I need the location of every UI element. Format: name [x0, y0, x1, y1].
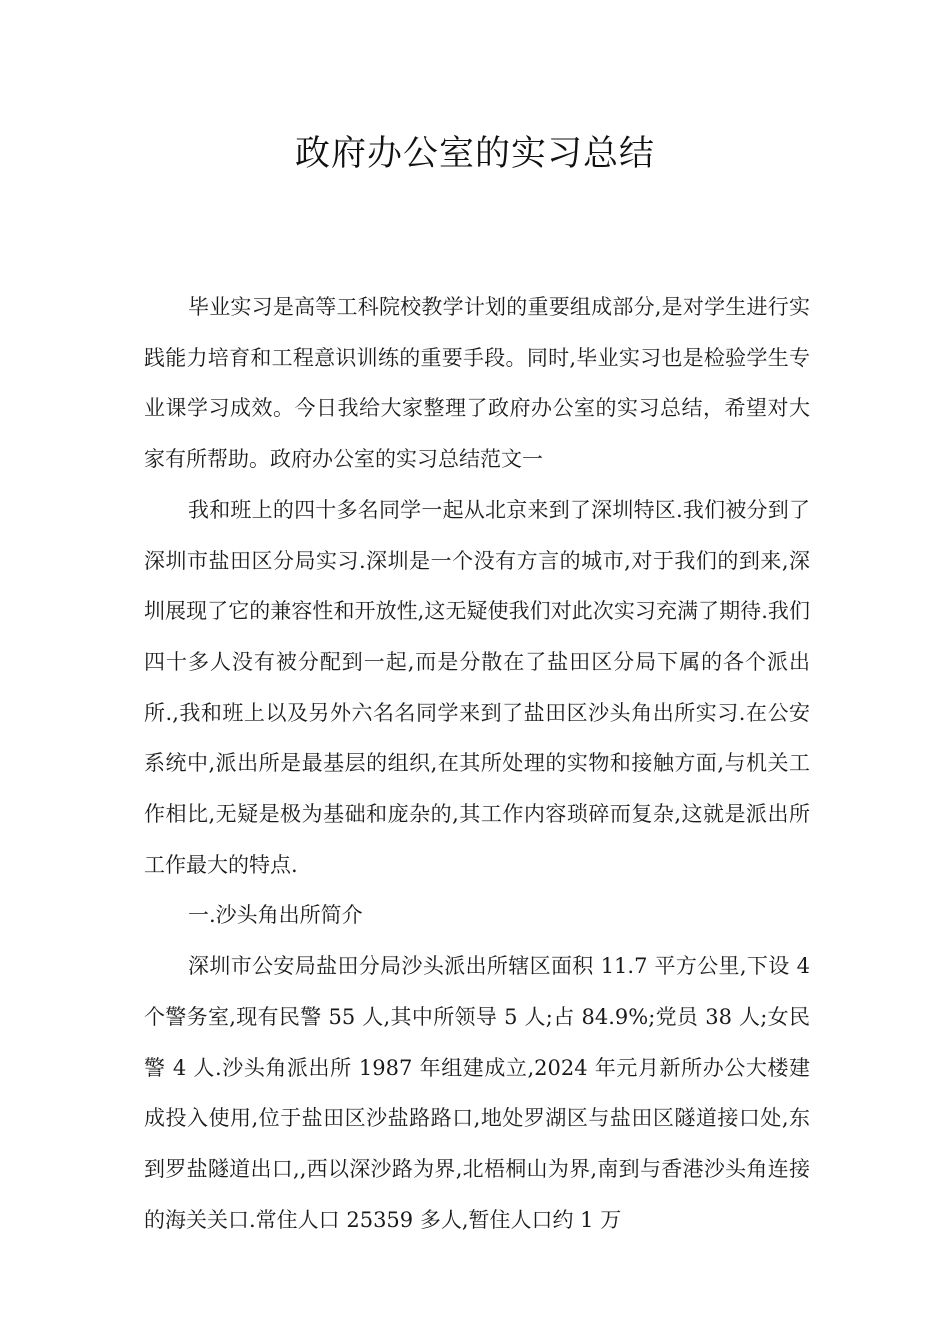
- document-body: [144, 282, 810, 1245]
- paragraph-intro: 毕业实习是高等工科院校教学计划的重要组成部分,是对学生进行实践能力培育和工程意识训练的重要手段。同时,毕业实习也是检验学生专业课学习成效。今日我给大家整理了政府办公室的实习总结，希望对大家有所帮助。政府办公室的实习总结范文一: [144, 295, 810, 472]
- paragraph-arrival: 我和班上的四十多名同学一起从北京来到了深圳特区.我们被分到了深圳市盐田区分局实习.深圳是一个没有方言的城市,对于我们的到来,深圳展现了它的兼容性和开放性,这无疑使我们对此次实习充满了期待.我们四十多人没有被分配到一起,而是分散在了盐田区分局下属的各个派出所.,我和班上以及另外六名名同学来到了盐田区沙头角出所实习.在公安系统中,派出所是最基层的组织,在其所处理的实物和接触方面,与机关工作相比,无疑是极为基础和庞杂的,其工作内容琐碎而复杂,这就是派出所工作最大的特点.: [144, 497, 810, 877]
- document-title: 政府办公室的实习总结: [294, 134, 655, 174]
- paragraph-station-profile: 深圳市公安局盐田分局沙头派出所辖区面积 11.7 平方公里,下设 4 个警务室,现有民警 55 人,其中所领导 5 人;占 84.9%;党员 38 人;女民警 4 人.沙头角派出所 1987 年组建成立,2024 年元月新所办公大楼建成投入使用,位于盐田区沙盐路路口,地处罗湖区与盐田区隧道接口处,东到罗盐隧道出口,,西以深沙路为界,北梧桐山为界,南到与香港沙头角连接的海关关口.常住人口 25359 多人,暂住人口约 1 万: [144, 954, 810, 1232]
- section-heading: 一.沙头角出所简介: [188, 903, 363, 928]
